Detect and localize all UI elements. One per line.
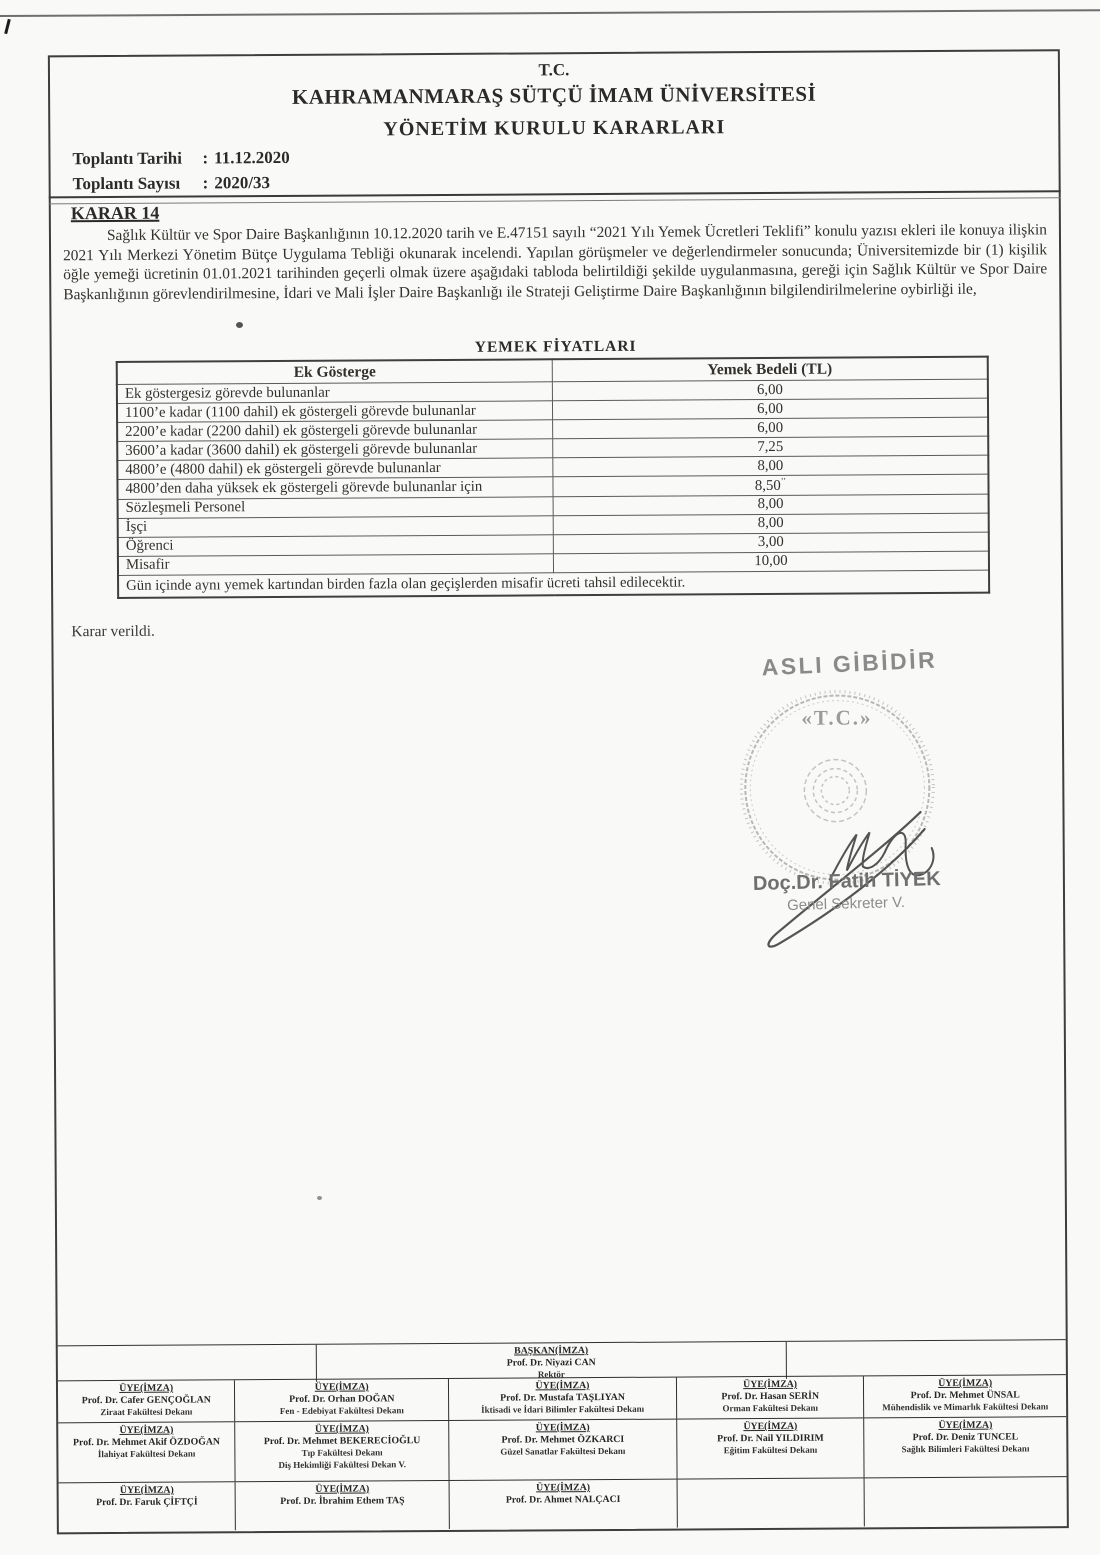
signer-name: Doç.Dr. Fatih TİYEK xyxy=(752,867,941,896)
price-row-value: 8,00 xyxy=(553,494,989,516)
member-name: Prof. Dr. Deniz TUNCEL xyxy=(912,1430,1019,1443)
chairman-name: Prof. Dr. Niyazi CAN xyxy=(506,1356,596,1369)
member-title: Sağlık Bilimleri Fakültesi Dekanı xyxy=(901,1443,1030,1455)
member-title: Eğitim Fakültesi Dekanı xyxy=(723,1444,818,1456)
republic-heading: T.C. xyxy=(538,60,570,80)
member-cell xyxy=(236,1421,450,1481)
meeting-number-line xyxy=(73,173,271,194)
member-name: Prof. Dr. Ahmet NALÇACI xyxy=(505,1493,621,1506)
member-role: ÜYE(İMZA) xyxy=(743,1420,798,1433)
member-cell xyxy=(235,1379,449,1421)
member-name: Prof. Dr. Mehmet ÖZKARCI xyxy=(501,1433,625,1446)
board-title: YÖNETİM KURULU KARARLARI xyxy=(383,116,726,141)
meeting-number-value: 2020/33 xyxy=(214,173,271,193)
price-row-label: 1100’e kadar (1100 dahil) ek göstergeli görevde bulunanlar xyxy=(117,401,553,423)
official-seal-and-signature xyxy=(722,662,964,963)
member-title: İktisadi ve İdari Bilimler Fakültesi Dekanı xyxy=(481,1403,645,1415)
member-role: ÜYE(İMZA) xyxy=(938,1377,993,1389)
price-row-label: 4800’den daha yüksek ek göstergeli görevde bulunanlar için xyxy=(117,477,553,500)
seal-text: «T.C.» xyxy=(801,705,873,730)
meeting-date-label: Toplantı Tarihi xyxy=(72,148,183,169)
meeting-date-value: 11.12.2020 xyxy=(214,147,290,168)
price-row-label: Sözleşmeli Personel xyxy=(118,497,554,519)
colon: : xyxy=(202,173,209,193)
price-row-value: 8,00 xyxy=(553,513,989,535)
meal-price-table xyxy=(116,356,990,599)
member-role: ÜYE(İMZA) xyxy=(743,1378,798,1391)
member-role: ÜYE(İMZA) xyxy=(314,1381,369,1393)
member-cell xyxy=(58,1380,236,1422)
price-row-value: 7,25 xyxy=(553,436,989,458)
column-header-category: Ek Gösterge xyxy=(117,359,553,384)
document-border-frame xyxy=(48,49,1069,1534)
empty-cell xyxy=(58,1345,316,1383)
member-cell xyxy=(449,1378,677,1420)
column-header-price: Yemek Bedeli (TL) xyxy=(552,357,988,382)
member-role: ÜYE(İMZA) xyxy=(535,1380,590,1392)
signer-title: Genel Sekreter V. xyxy=(786,893,906,915)
empty-cell xyxy=(865,1477,1067,1526)
member-cell xyxy=(677,1376,865,1418)
member-role: ÜYE(İMZA) xyxy=(938,1419,993,1431)
member-cell xyxy=(864,1375,1066,1417)
member-name: Prof. Dr. Mehmet BEKERECİOĞLU xyxy=(263,1434,421,1447)
price-row-label: Öğrenci xyxy=(118,535,554,557)
chairman-role: BAŞKAN(İMZA) xyxy=(514,1345,589,1357)
price-value: 8,50 xyxy=(754,477,781,494)
member-role: ÜYE(İMZA) xyxy=(315,1483,370,1495)
price-row-label: 2200’e kadar (2200 dahil) ek göstergeli görevde bulunanlar xyxy=(117,420,553,442)
member-role: ÜYE(İMZA) xyxy=(536,1482,591,1494)
member-name: Prof. Dr. Mustafa TAŞLIYAN xyxy=(500,1391,625,1404)
price-row-label: İşçi xyxy=(118,516,554,538)
member-name: Prof. Dr. Mehmet Akif ÖZDOĞAN xyxy=(73,1435,221,1448)
member-role: ÜYE(İMZA) xyxy=(119,1484,174,1496)
member-name: Prof. Dr. Orhan DOĞAN xyxy=(289,1392,395,1405)
price-value-mark: ’’ xyxy=(780,475,787,486)
stamp-and-signature-area xyxy=(703,641,1035,953)
member-cell xyxy=(865,1417,1067,1477)
empty-cell xyxy=(787,1340,1066,1378)
member-title: Ziraat Fakültesi Dekanı xyxy=(100,1406,193,1418)
member-cell xyxy=(677,1418,865,1478)
member-role: ÜYE(İMZA) xyxy=(315,1423,369,1435)
meeting-number-label: Toplantı Sayısı xyxy=(72,173,181,194)
price-row-value: 6,00 xyxy=(552,379,988,401)
member-title: Güzel Sanatlar Fakültesi Dekanı xyxy=(500,1445,626,1457)
university-name: KAHRAMANMARAŞ SÜTÇÜ İMAM ÜNİVERSİTESİ xyxy=(291,81,817,109)
member-name: Prof. Dr. Faruk ÇİFTÇİ xyxy=(96,1495,198,1508)
certified-copy-text: ASLI GİBİDİR xyxy=(761,646,938,681)
member-title: Fen - Edebiyat Fakültesi Dekanı xyxy=(279,1405,404,1416)
member-name: Prof. Dr. Nail YILDIRIM xyxy=(717,1432,824,1444)
empty-cell xyxy=(677,1478,865,1527)
member-role: ÜYE(İMZA) xyxy=(119,1424,174,1436)
members-row-2 xyxy=(58,1416,1066,1482)
member-cell xyxy=(59,1482,237,1531)
member-cell xyxy=(236,1481,450,1530)
chairman-title: Rektör xyxy=(537,1369,565,1380)
member-role: ÜYE(İMZA) xyxy=(119,1382,174,1394)
chairman-cell xyxy=(316,1342,787,1381)
members-row-3 xyxy=(59,1476,1067,1531)
member-title: Mühendislik ve Mimarlık Fakültesi Dekanı xyxy=(882,1401,1049,1413)
price-table-title: YEMEK FİYATLARI xyxy=(474,337,637,356)
table-footnote-row xyxy=(118,570,989,598)
member-title: Orman Fakültesi Dekanı xyxy=(722,1402,819,1414)
decision-paragraph: Sağlık Kültür ve Spor Daire Başkanlığının 10.12.2020 tarih ve E.47151 sayılı “2021 Yılı Yemek Ücretleri Teklifi” konulu yazısı ekleri ile konuya ilişkin 2021 Yılı Merkezi Yönetim Bütçe Uygulama Tebliği okunarak incelendi. Yapılan görüşmeler ve değerlendirmeler sonucunda; Üniversitemizde bir (1) kişilik öğle yemeği ücretinin 01.01.2021 tarihinden geçerli olmak üzere aşağıdaki tabloda belirtildiği şekilde uygulanmasına, gereği için Sağlık Kültür ve Spor Daire Başkanlığının görevlendirilmesine, İdari ve Mali İşler Daire Başkanlığı ile Strateji Geliştirme Daire Başkanlığının bilgilendirilmelerine oybirliği ile, xyxy=(63,221,1048,304)
member-name: Prof. Dr. İbrahim Ethem TAŞ xyxy=(280,1494,405,1507)
chairman-row xyxy=(58,1340,1066,1380)
member-name: Prof. Dr. Hasan SERİN xyxy=(721,1390,820,1402)
price-row-value: 3,00 xyxy=(553,532,989,554)
member-cell xyxy=(450,1480,678,1529)
table-footnote: Gün içinde aynı yemek kartından birden fazla olan geçişlerden misafir ücreti tahsil edilecektir. xyxy=(118,570,989,598)
meeting-date-line xyxy=(72,148,289,169)
member-name: Prof. Dr. Mehmet ÜNSAL xyxy=(910,1388,1020,1401)
price-row-value xyxy=(553,474,989,497)
price-row-value: 6,00 xyxy=(553,417,989,439)
price-row-value: 6,00 xyxy=(552,398,988,420)
price-row-value: 8,00 xyxy=(553,455,989,477)
members-row-1 xyxy=(58,1374,1066,1422)
decision-result: Karar verildi. xyxy=(71,622,155,641)
member-cell xyxy=(449,1420,677,1480)
colon: : xyxy=(202,148,209,168)
signature-table xyxy=(58,1339,1067,1532)
member-title-2: Diş Hekimliği Fakültesi Dekan V. xyxy=(278,1458,406,1470)
member-title: Tıp Fakültesi Dekanı xyxy=(301,1447,383,1458)
price-row-label: 4800’e (4800 dahil) ek göstergeli görevde bulunanlar xyxy=(117,458,553,480)
member-name: Prof. Dr. Cafer GENÇOĞLAN xyxy=(81,1393,211,1406)
member-cell xyxy=(58,1422,236,1482)
price-row-value: 10,00 xyxy=(553,551,989,573)
price-row-label: 3600’a kadar (3600 dahil) ek göstergeli görevde bulunanlar xyxy=(117,439,553,461)
member-role: ÜYE(İMZA) xyxy=(535,1422,590,1434)
price-row-label: Ek göstergesiz görevde bulunanlar xyxy=(117,382,553,404)
price-row-label: Misafir xyxy=(118,554,554,576)
member-title: İlahiyat Fakültesi Dekanı xyxy=(97,1448,196,1460)
decision-heading: KARAR 14 xyxy=(70,202,160,224)
